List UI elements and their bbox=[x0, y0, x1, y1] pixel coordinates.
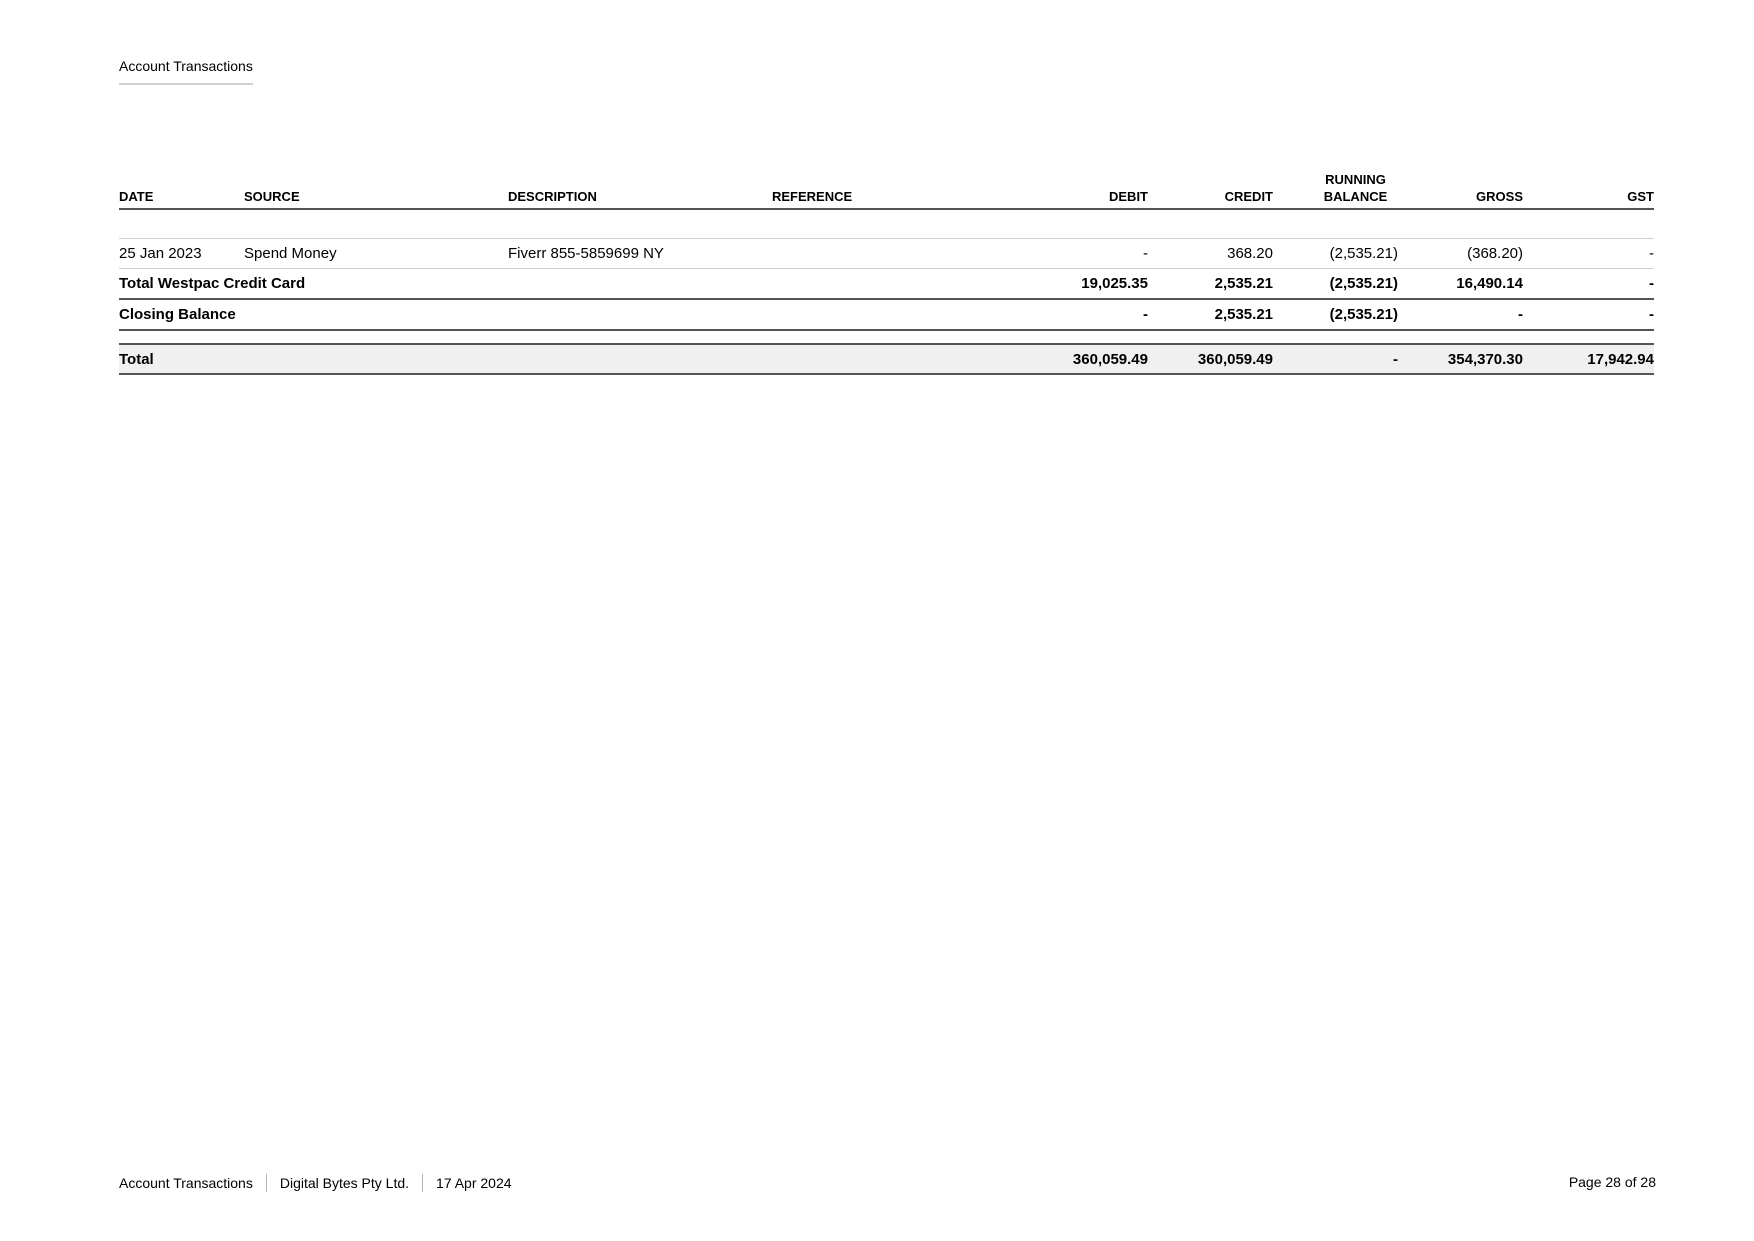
grand-total-running-balance: - bbox=[1273, 344, 1398, 374]
footer-date: 17 Apr 2024 bbox=[436, 1175, 512, 1191]
gap-row bbox=[119, 330, 1654, 344]
account-total-credit: 2,535.21 bbox=[1148, 269, 1273, 300]
cell-source: Spend Money bbox=[244, 239, 508, 269]
closing-balance-credit: 2,535.21 bbox=[1148, 299, 1273, 330]
column-header-running-balance bbox=[1273, 168, 1398, 209]
footer-divider bbox=[422, 1174, 423, 1192]
cell-debit: - bbox=[1010, 239, 1148, 269]
running-balance-line2: BALANCE bbox=[1323, 189, 1388, 204]
footer-report-name: Account Transactions bbox=[119, 1175, 253, 1191]
account-total-gross: 16,490.14 bbox=[1398, 269, 1523, 300]
cell-gross: (368.20) bbox=[1398, 239, 1523, 269]
page-title: Account Transactions bbox=[119, 58, 253, 85]
account-total-label: Total Westpac Credit Card bbox=[119, 269, 1010, 300]
column-header-gross: GROSS bbox=[1398, 168, 1523, 209]
closing-balance-row bbox=[119, 299, 1654, 330]
cell-description: Fiverr 855-5859699 NY bbox=[508, 239, 772, 269]
grand-total-row bbox=[119, 344, 1654, 374]
account-total-debit: 19,025.35 bbox=[1010, 269, 1148, 300]
grand-total-gross: 354,370.30 bbox=[1398, 344, 1523, 374]
cell-reference bbox=[772, 239, 1010, 269]
account-total-row bbox=[119, 269, 1654, 300]
running-balance-line1: RUNNING bbox=[1325, 172, 1386, 187]
column-header-credit: CREDIT bbox=[1148, 168, 1273, 209]
cell-running-balance: (2,535.21) bbox=[1273, 239, 1398, 269]
closing-balance-running-balance: (2,535.21) bbox=[1273, 299, 1398, 330]
closing-balance-gst: - bbox=[1523, 299, 1654, 330]
column-header-debit: DEBIT bbox=[1010, 168, 1148, 209]
column-header-reference: REFERENCE bbox=[772, 168, 1010, 209]
grand-total-gst: 17,942.94 bbox=[1523, 344, 1654, 374]
footer-company: Digital Bytes Pty Ltd. bbox=[279, 1175, 410, 1191]
column-header-date: DATE bbox=[119, 168, 244, 209]
grand-total-credit: 360,059.49 bbox=[1148, 344, 1273, 374]
table-header-row bbox=[119, 168, 1654, 209]
table-row bbox=[119, 239, 1654, 269]
account-total-running-balance: (2,535.21) bbox=[1273, 269, 1398, 300]
column-header-source: SOURCE bbox=[244, 168, 508, 209]
footer-divider bbox=[266, 1174, 267, 1192]
cell-credit: 368.20 bbox=[1148, 239, 1273, 269]
grand-total-debit: 360,059.49 bbox=[1010, 344, 1148, 374]
closing-balance-debit: - bbox=[1010, 299, 1148, 330]
transactions-table bbox=[119, 168, 1654, 375]
page-number: Page 28 of 28 bbox=[1568, 1174, 1656, 1190]
column-header-description: DESCRIPTION bbox=[508, 168, 772, 209]
page-footer bbox=[119, 1174, 512, 1192]
spacer-row bbox=[119, 209, 1654, 239]
column-header-gst: GST bbox=[1523, 168, 1654, 209]
cell-gst: - bbox=[1523, 239, 1654, 269]
closing-balance-label: Closing Balance bbox=[119, 299, 1010, 330]
cell-date: 25 Jan 2023 bbox=[119, 239, 244, 269]
grand-total-label: Total bbox=[119, 344, 1010, 374]
account-total-gst: - bbox=[1523, 269, 1654, 300]
closing-balance-gross: - bbox=[1398, 299, 1523, 330]
